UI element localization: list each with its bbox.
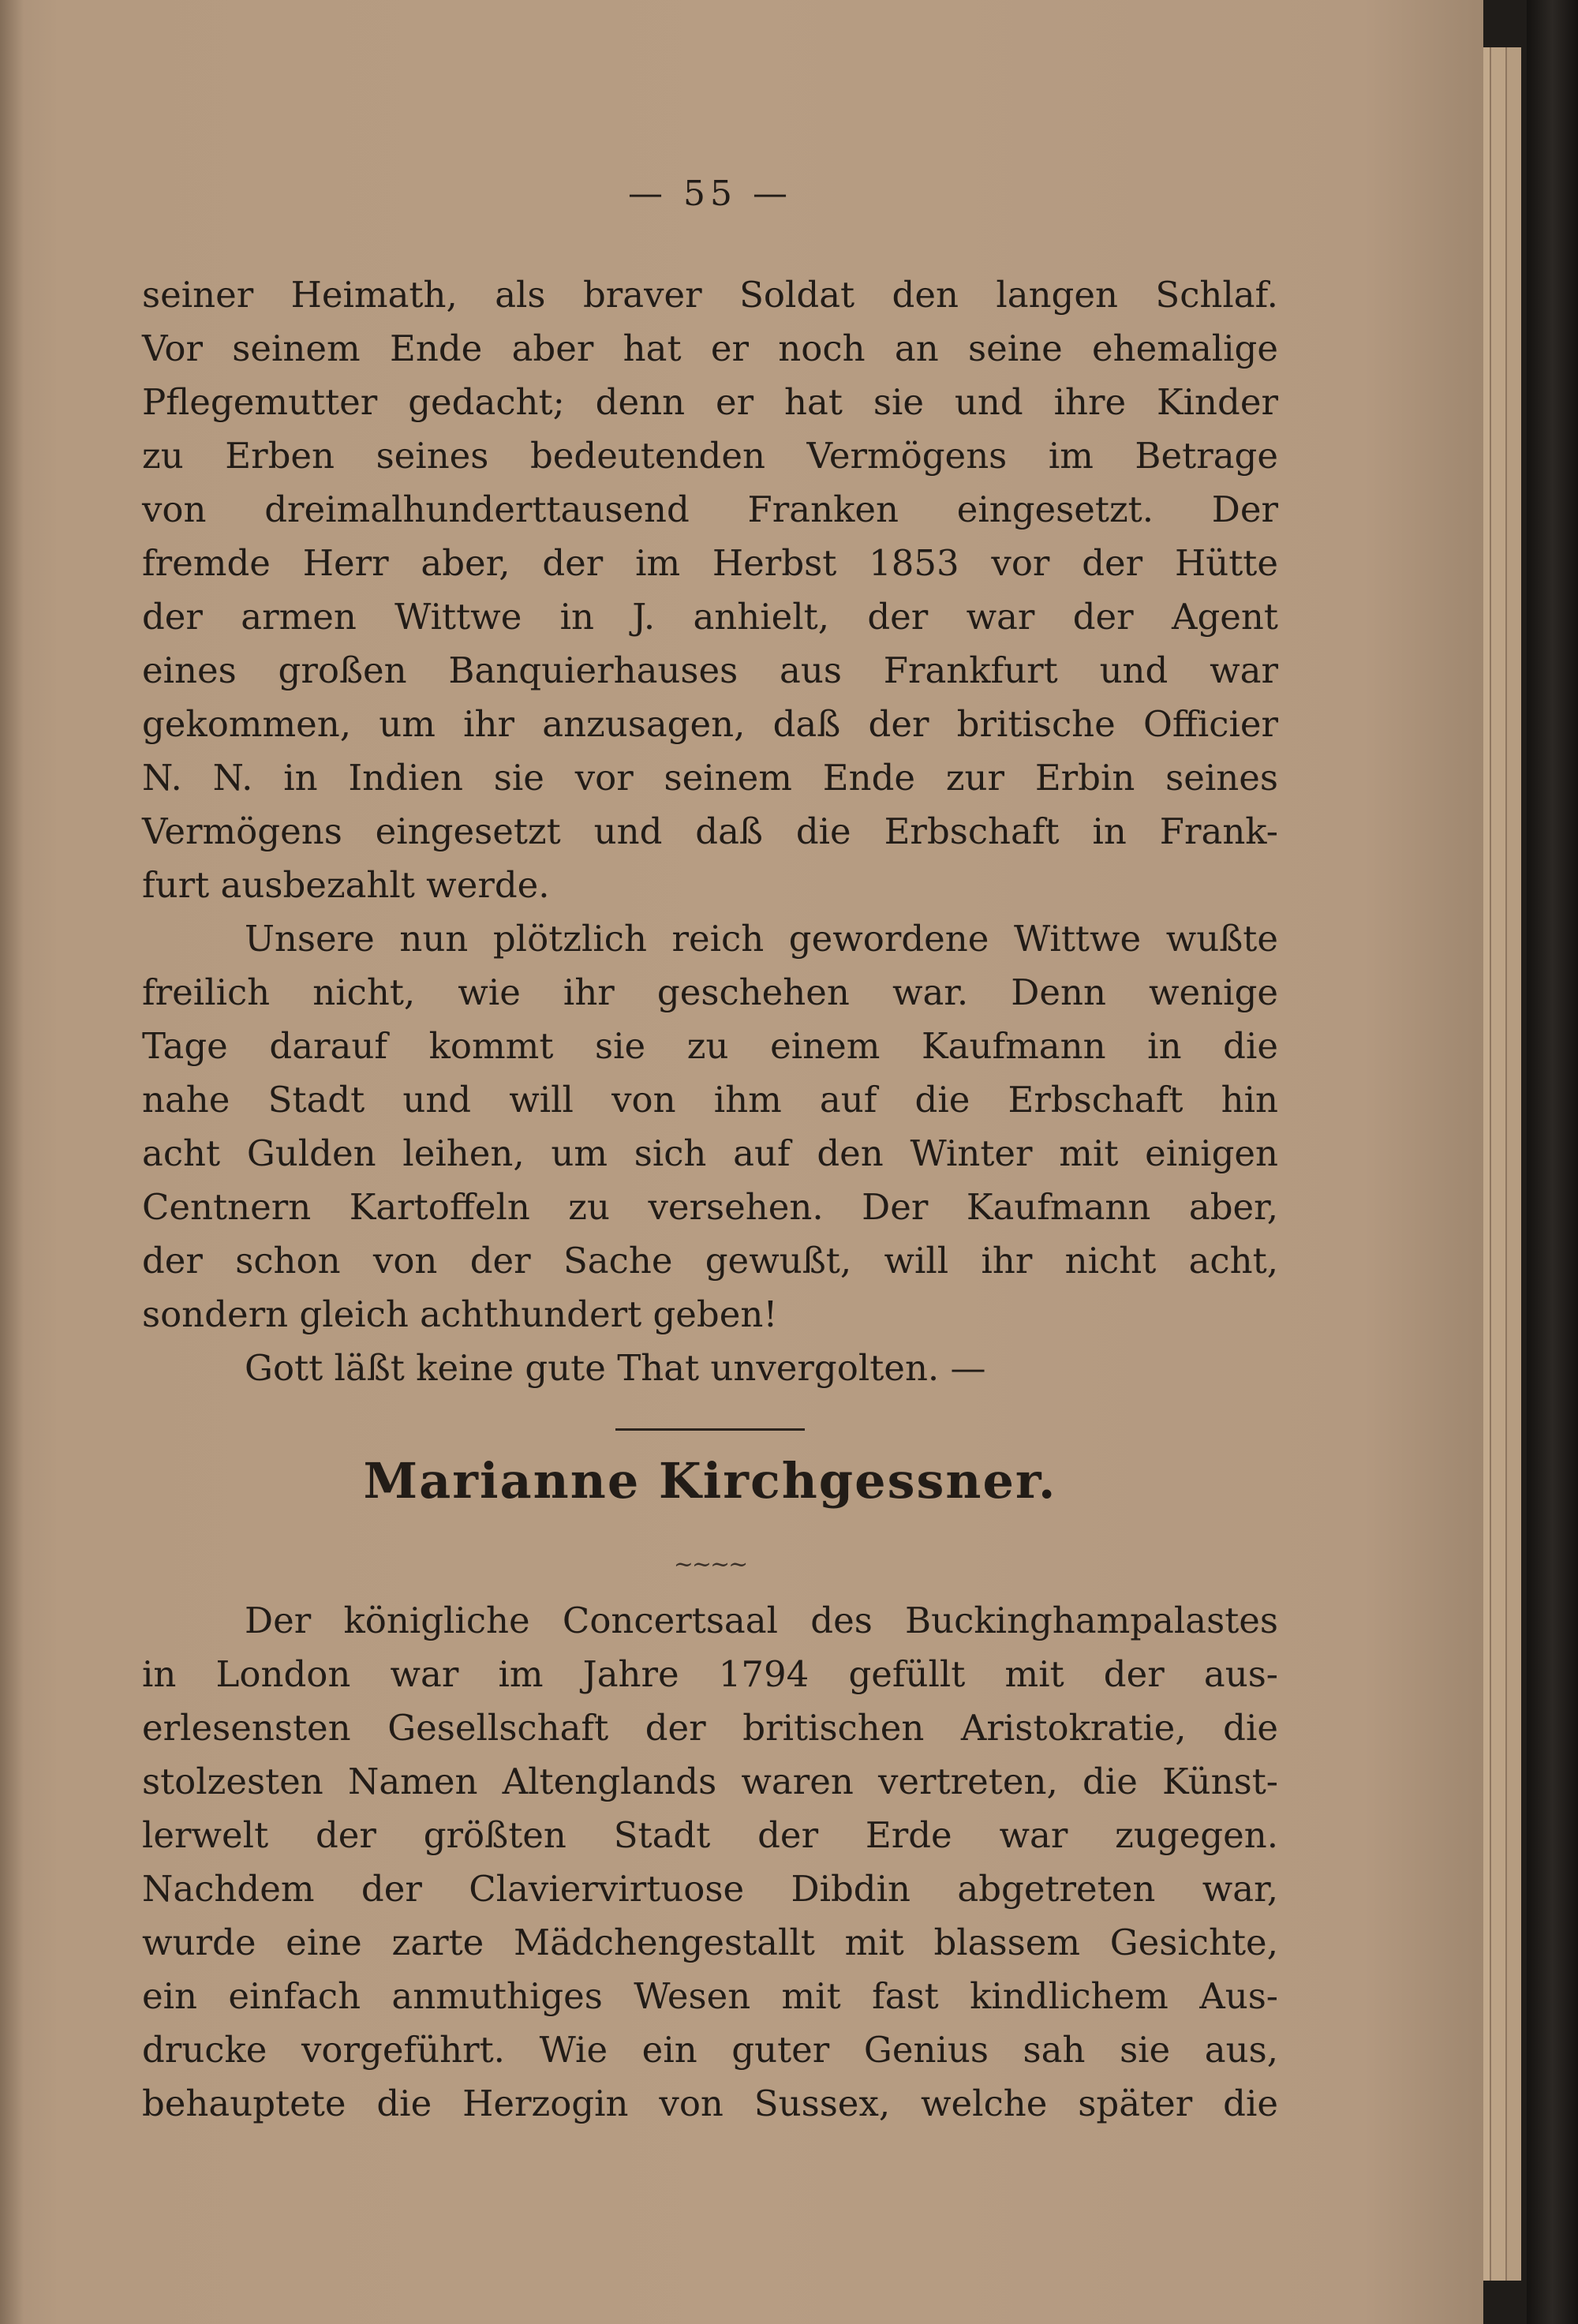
text-line: in London war im Jahre 1794 gefüllt mit der aus-: [142, 1653, 1278, 1695]
text-line: fremde Herr aber, der im Herbst 1853 vor der Hütte: [142, 542, 1278, 584]
text-line: drucke vorgeführt. Wie ein guter Genius sah sie aus,: [142, 2029, 1278, 2071]
text-line: Gott läßt keine gute That unvergolten. —: [245, 1347, 986, 1389]
text-line: furt ausbezahlt werde.: [142, 864, 550, 906]
text-line: der schon von der Sache gewußt, will ihr nicht acht,: [142, 1240, 1278, 1282]
text-line: freilich nicht, wie ihr geschehen war. Denn wenige: [142, 971, 1278, 1013]
text-line: erlesensten Gesellschaft der britischen Aristokratie, die: [142, 1707, 1278, 1749]
title-flourish: ~~~~: [673, 1551, 747, 1578]
text-line: Centnern Kartoffeln zu versehen. Der Kaufmann aber,: [142, 1186, 1278, 1228]
text-line: acht Gulden leihen, um sich auf den Winter mit einigen: [142, 1132, 1278, 1174]
book-cover-edge: [1527, 0, 1578, 2324]
text-line: Der königliche Concertsaal des Buckinghampalastes: [245, 1600, 1278, 1641]
page-number: — 55 —: [628, 174, 792, 214]
text-line: gekommen, um ihr anzusagen, daß der britische Officier: [142, 703, 1278, 745]
text-line: eines großen Banquierhauses aus Frankfurt und war: [142, 649, 1278, 691]
text-line: nahe Stadt und will von ihm auf die Erbschaft hin: [142, 1079, 1278, 1121]
text-line: Pflegemutter gedacht; denn er hat sie und ihre Kinder: [142, 381, 1278, 423]
text-line: von dreimalhunderttausend Franken eingesetzt. Der: [142, 488, 1278, 530]
text-line: Vor seinem Ende aber hat er noch an seine ehemalige: [142, 327, 1278, 369]
page-stack-edge: [1490, 47, 1505, 2281]
text-line: zu Erben seines bedeutenden Vermögens im Betrage: [142, 435, 1278, 477]
text-line: Tage darauf kommt sie zu einem Kaufmann in die: [142, 1025, 1278, 1067]
text-line: lerwelt der größten Stadt der Erde war zugegen.: [142, 1814, 1278, 1856]
text-line: der armen Wittwe in J. anhielt, der war der Agent: [142, 596, 1278, 638]
text-line: Vermögens eingesetzt und daß die Erbschaft in Frank-: [142, 810, 1278, 852]
chapter-title: Marianne Kirchgessner.: [363, 1452, 1057, 1510]
page-stack-edge: [1505, 47, 1521, 2281]
text-line: behauptete die Herzogin von Sussex, welche später die: [142, 2083, 1278, 2124]
text-line: seiner Heimath, als braver Soldat den langen Schlaf.: [142, 274, 1278, 316]
text-line: sondern gleich achthundert geben!: [142, 1293, 778, 1335]
text-line: Unsere nun plötzlich reich gewordene Wittwe wußte: [245, 918, 1278, 960]
text-line: Nachdem der Claviervirtuose Dibdin abgetreten war,: [142, 1868, 1278, 1910]
text-line: N. N. in Indien sie vor seinem Ende zur Erbin seines: [142, 757, 1278, 799]
text-line: wurde eine zarte Mädchengestallt mit blassem Gesichte,: [142, 1922, 1278, 1963]
text-line: stolzesten Namen Altenglands waren vertreten, die Künst-: [142, 1761, 1278, 1802]
section-divider: [615, 1428, 805, 1431]
text-line: ein einfach anmuthiges Wesen mit fast kindlichem Aus-: [142, 1975, 1278, 2017]
